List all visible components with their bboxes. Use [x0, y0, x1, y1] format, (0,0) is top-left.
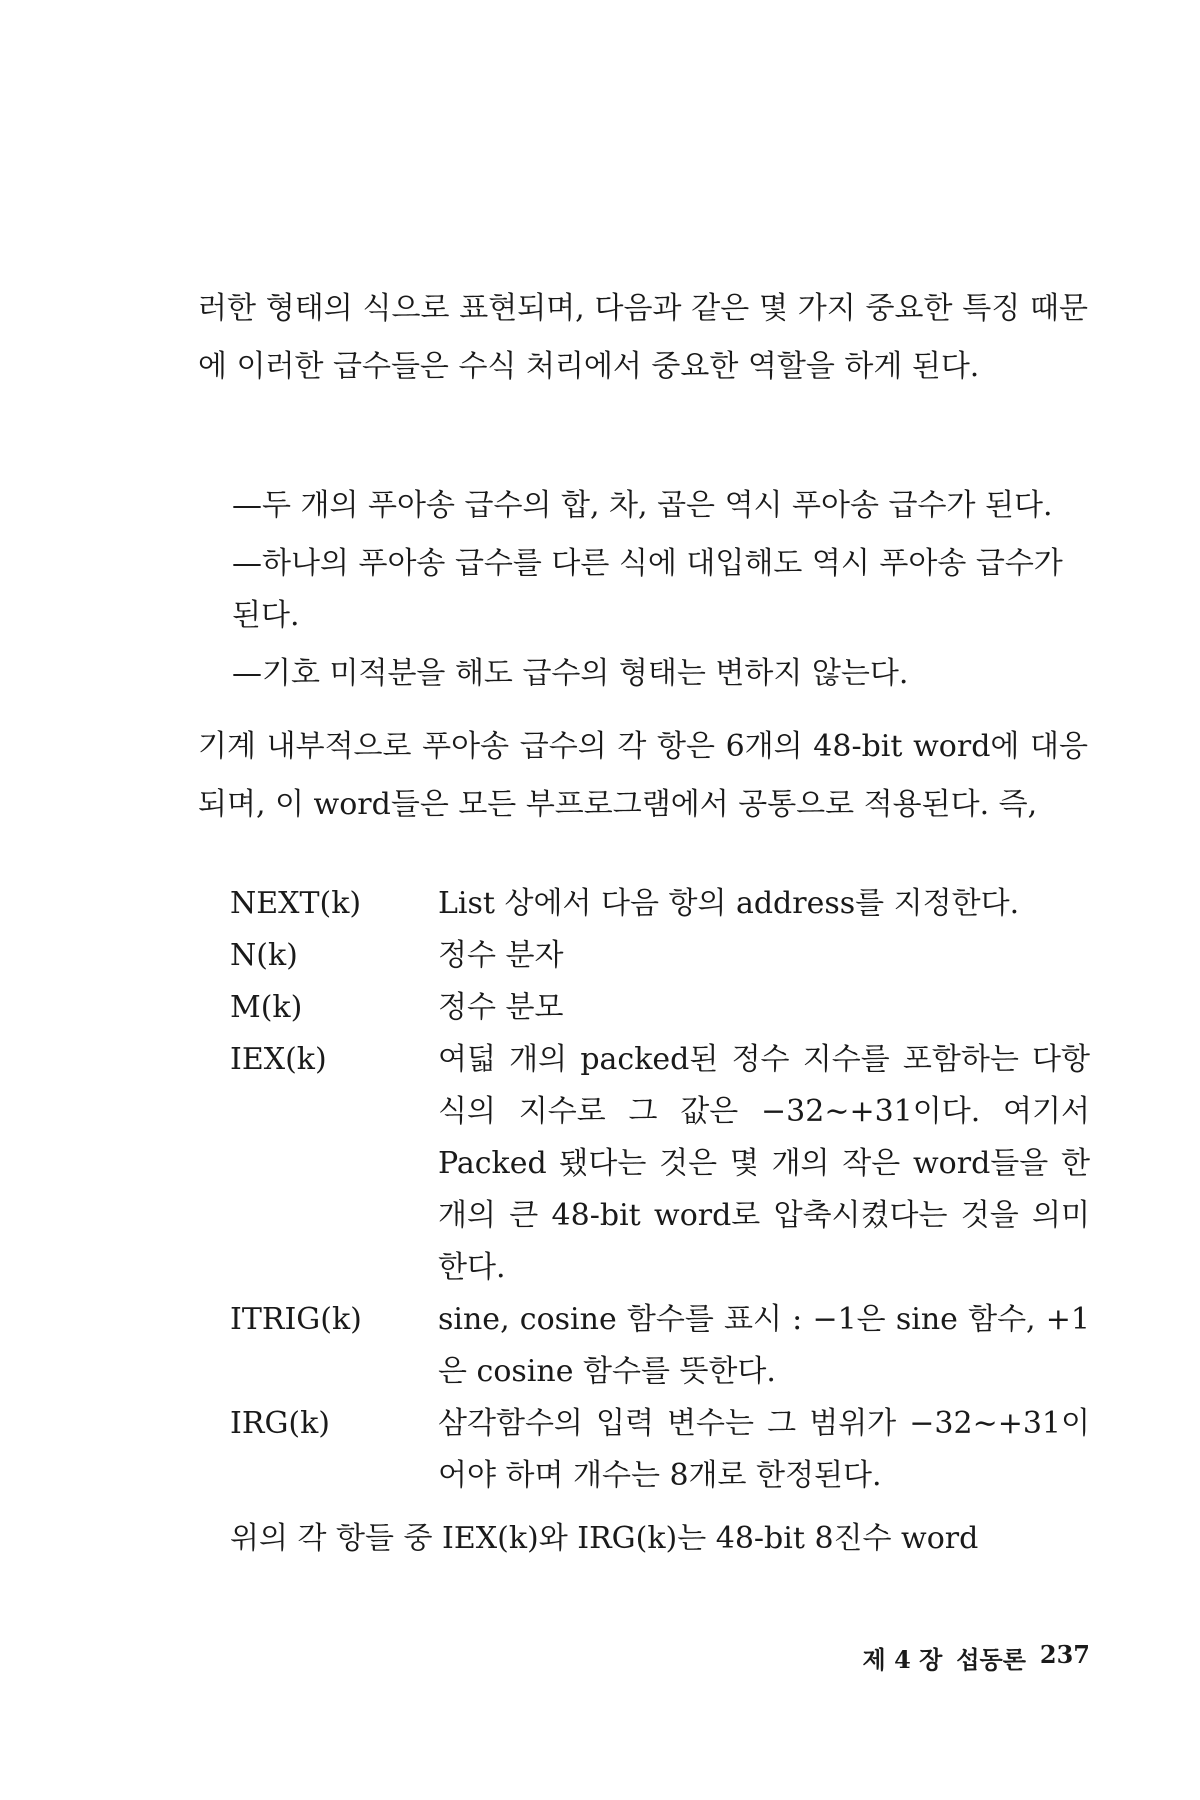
definition-desc: 정수 분자: [438, 938, 564, 973]
definition-row: [230, 1294, 1090, 1398]
definition-term: N(k): [230, 938, 298, 973]
definition-row: [230, 1398, 1090, 1502]
page-number: 237: [1039, 1640, 1090, 1669]
definition-desc: 정수 분모: [438, 990, 564, 1025]
definition-row: [230, 930, 1090, 982]
footer-chapter: 제 4 장: [862, 1645, 943, 1674]
definition-term: IEX(k): [230, 1042, 327, 1077]
definition-term: ITRIG(k): [230, 1302, 362, 1337]
definition-row: [230, 982, 1090, 1034]
intro-paragraph: 러한 형태의 식으로 표현되며, 다음과 같은 몇 가지 중요한 특징 때문에 이러한 급수들은 수식 처리에서 중요한 역할을 하게 된다.: [198, 291, 1088, 384]
page-footer: [800, 1640, 1090, 1675]
definition-row: [230, 1034, 1090, 1294]
bullet-item: —기호 미적분을 해도 급수의 형태는 변하지 않는다.: [232, 656, 909, 691]
definition-desc: 삼각함수의 입력 변수는 그 범위가 −32∼+31이어야 하며 개수는 8개로 한정된다.: [438, 1406, 1090, 1493]
definition-desc: 여덟 개의 packed된 정수 지수를 포함하는 다항식의 지수로 그 값은 −32∼+31이다. 여기서 Packed 됐다는 것은 몇 개의 작은 word들을 한 개의 큰 48-bit word로 압축시켰다는 것을 의미한다.: [438, 1042, 1090, 1285]
definition-term: NEXT(k): [230, 886, 362, 921]
definition-desc: sine, cosine 함수를 표시 : −1은 sine 함수, +1은 cosine 함수를 뜻한다.: [438, 1302, 1090, 1389]
definition-list: [230, 878, 1090, 1502]
definition-term: M(k): [230, 990, 303, 1025]
bullet-item: —두 개의 푸아송 급수의 합, 차, 곱은 역시 푸아송 급수가 된다.: [232, 488, 1053, 523]
definition-desc: List 상에서 다음 항의 address를 지정한다.: [438, 886, 1020, 921]
last-paragraph: 위의 각 항들 중 IEX(k)와 IRG(k)는 48-bit 8진수 word: [230, 1521, 979, 1556]
machine-paragraph: 기계 내부적으로 푸아송 급수의 각 항은 6개의 48-bit word에 대응되며, 이 word들은 모든 부프로그램에서 공통으로 적용된다. 즉,: [198, 729, 1088, 822]
definition-row: [230, 878, 1090, 930]
bullet-list: [232, 480, 1088, 706]
footer-chapter-title: 섭동론: [956, 1645, 1026, 1674]
bullet-item: —하나의 푸아송 급수를 다른 식에 대입해도 역시 푸아송 급수가 된다.: [232, 546, 1063, 633]
definition-term: IRG(k): [230, 1406, 330, 1441]
